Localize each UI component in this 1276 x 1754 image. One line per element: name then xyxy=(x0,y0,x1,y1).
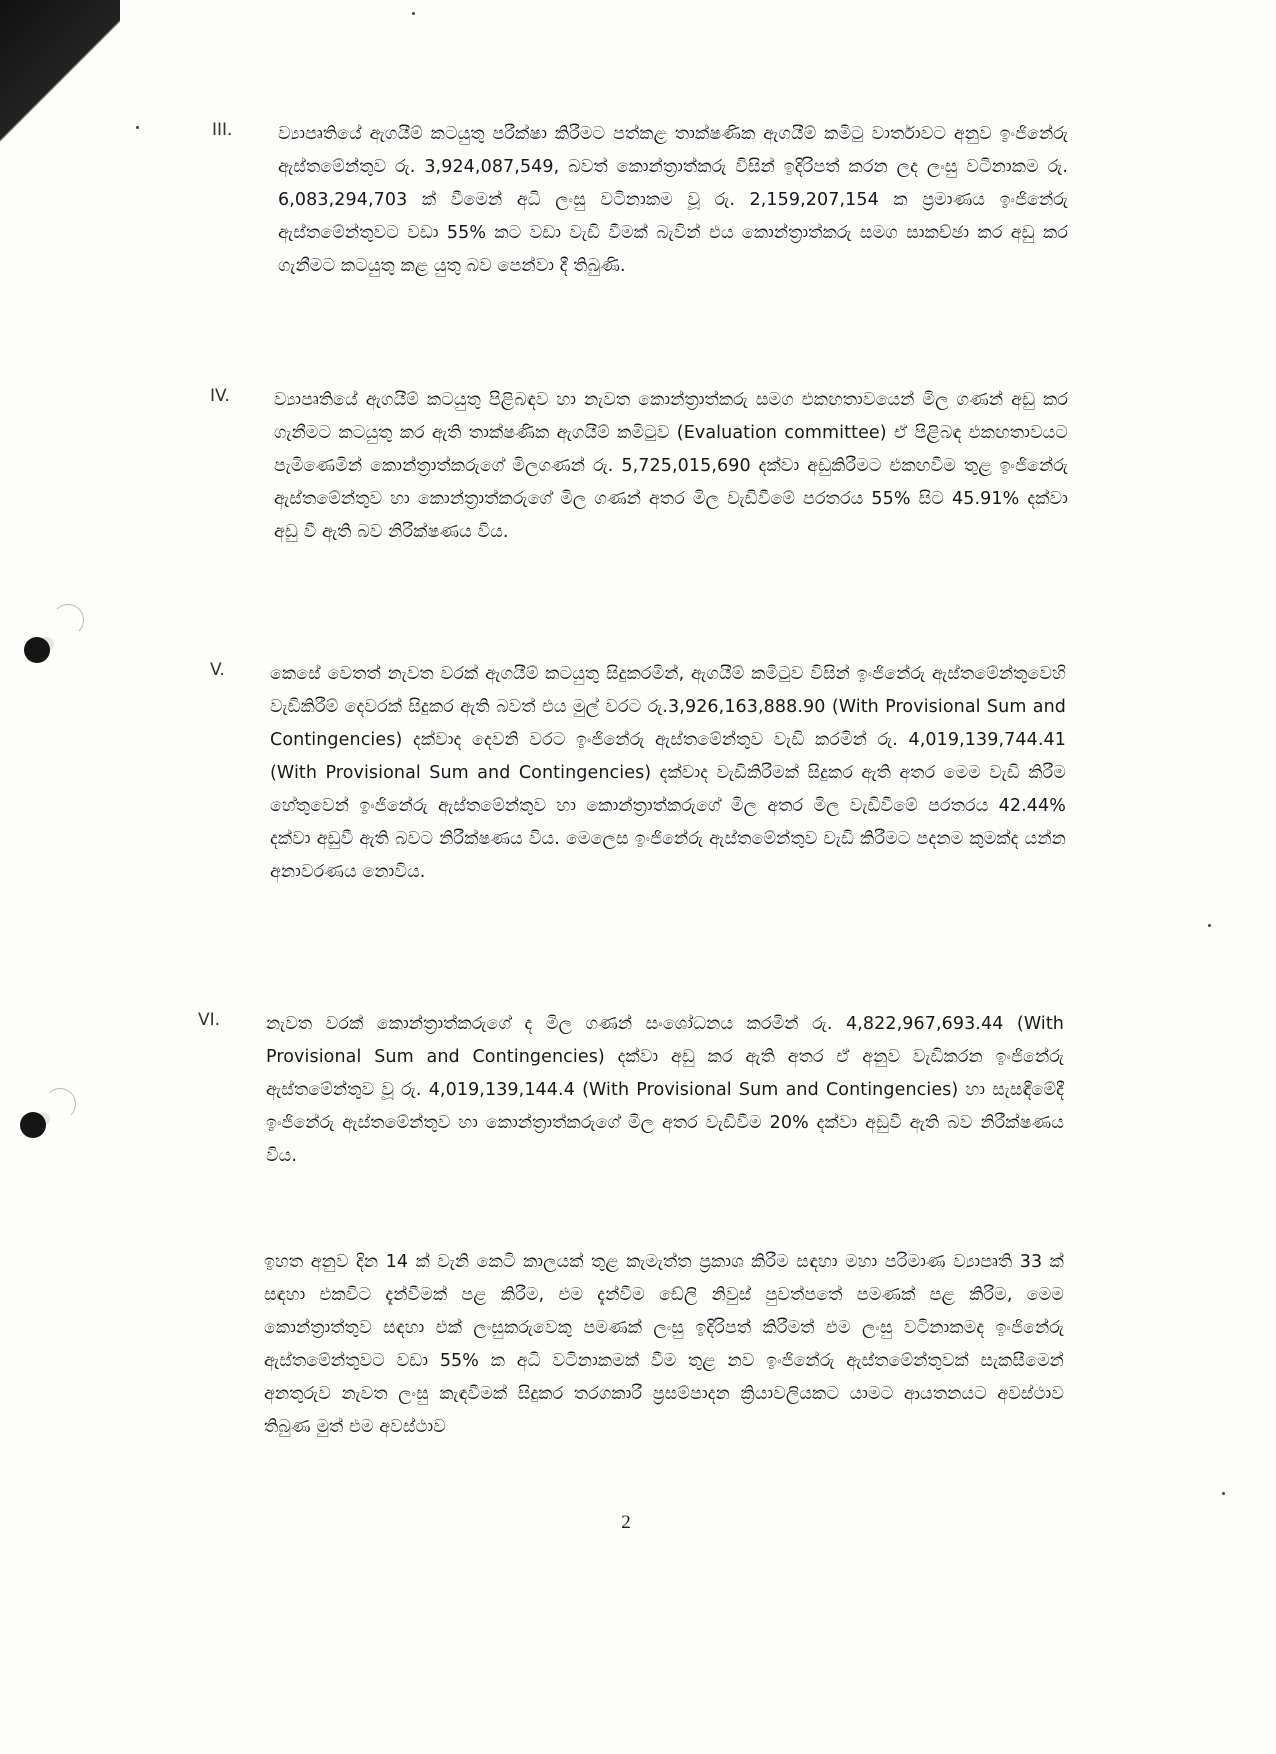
page-number: 2 xyxy=(621,1512,631,1533)
item-paragraph-iv: ව්‍යාපෘතියේ ඇගයීම් කටයුතු පිළිබඳව හා නැවත කොන්ත්‍රාත්කරු සමග එකඟතාවයෙන් මිල ගණන් අඩු කර ගැනීමට කටයුතු කර ඇති තාක්ෂණික ඇගයීම් කමිටුව (Evaluation committee) ඒ පිළිබඳ එකඟතාවයට පැමිණෙමින් කොන්ත්‍රාත්කරුගේ මිලගණන් රු. 5,725,015,690 දක්වා අඩුකිරීමට එකඟවීම තුළ ඉංජිනේරු ඇස්තමේන්තුව හා කොන්ත්‍රාත්කරුගේ මිල ගණන් අතර මිල වැඩිවීමේ පරතරය 55% සිට 45.91% දක්වා අඩු වී ඇති බව නිරීක්ෂණය විය. xyxy=(274,390,1068,542)
punch-hole-ring-top xyxy=(52,604,84,636)
punch-hole-bottom xyxy=(20,1112,46,1138)
item-marker-vi: VI. xyxy=(198,1010,221,1030)
item-paragraph-iii: ව්‍යාපෘතියේ ඇගයීම් කටයුතු පරීක්ෂා කිරීමට පත්කළ තාක්ෂණික ඇගයීම් කමිටු වාර්තාවට අනුව ඉංජිනේරු ඇස්තමේන්තුව රු. 3,924,087,549, බවත් කොන්ත්‍රාත්කරු විසින් ඉදිරිපත් කරන ලද ලංසු වටිනාකම රු. 6,083,294,703 ක් වීමෙන් අධි ලංසු වටිනාකම වූ රු. 2,159,207,154 ක ප්‍රමාණය ඉංජිනේරු ඇස්තමේන්තුවට වඩා 55% කට වඩා වැඩි වීමක් බැවින් එය කොන්ත්‍රාත්කරු සමග සාකච්ඡා කර අඩු කර ගැනීමට කටයුතු කළ යුතු බව පෙන්වා දී තිබුණි. xyxy=(278,124,1068,276)
punch-hole-top xyxy=(24,637,50,663)
scan-speck xyxy=(136,126,139,129)
punch-hole-ring-bottom xyxy=(44,1088,76,1120)
closing-paragraph: ඉහත අනුව දින 14 ක් වැනි කෙටි කාලයක් තුළ කැමැත්ත ප්‍රකාශ කිරීම සඳහා මහා පරිමාණ ව්‍යාපෘති 33 ක් සඳහා එකවිට දැන්වීමක් පළ කිරීම, එම දැන්වීම ඩේලි නිවුස් පුවත්පතේ පමණක් පළ කිරීම, මෙම කොන්ත්‍රාත්තුව සඳහා එක් ලංසුකරුවෙකු පමණක් ලංසු ඉදිරිපත් කිරීමත් එම ලංසු වටිනාකමද ඉංජිනේරු ඇස්තමේන්තුවට වඩා 55% ක අධි වටිනාකමක් වීම තුළ නව ඉංජිනේරු ඇස්තමේන්තුවක් සැකසීමෙන් අනතුරුව නැවත ලංසු කැඳවීමක් සිදුකර තරගකාරී ප්‍රසම්පාදන ක්‍රියාවලියකට යාමට ආයතනයට අවස්ථාව තිබුණ මුත් එම අවස්ථාව xyxy=(264,1252,1064,1437)
scan-speck xyxy=(1208,924,1211,927)
scan-speck xyxy=(412,12,415,15)
item-paragraph-v: කෙසේ වෙතත් නැවත වරක් ඇගයීම් කටයුතු සිදුකරමින්, ඇගයීම් කමිටුව විසින් ඉංජිනේරු ඇස්තමේන්තුවෙහි වැඩිකිරීම් දෙවරක් සිදුකර ඇති බවත් එය මුල් වරට රු.3,926,163,888.90 (With Provisional Sum and Contingencies) දක්වාද දෙවනි වරට ඉංජිනේරු ඇස්තමේන්තුව වැඩි කරමින් රු. 4,019,139,744.41 (With Provisional Sum and Contingencies) දක්වාද වැඩිකිරීමක් සිදුකර ඇති අතර මෙම වැඩි කිරීම හේතුවෙන් ඉංජිනේරු ඇස්තමේන්තුව හා කොන්ත්‍රාත්කරුගේ මිල අතර මිල වැඩිවීමේ පරතරය 42.44% දක්වා අඩුවී ඇති බවට නිරීක්ෂණය විය. මෙලෙස ඉංජිනේරු ඇස්තමේන්තුව වැඩි කිරීමට පදනම කුමක්ද යන්න අනාවරණය නොවිය. xyxy=(270,664,1066,882)
scan-corner-shadow xyxy=(0,0,120,190)
scan-speck xyxy=(1222,1492,1225,1495)
item-marker-iv: IV. xyxy=(210,386,230,406)
item-marker-iii: III. xyxy=(212,120,233,140)
item-marker-v: V. xyxy=(210,660,225,680)
item-paragraph-vi: නැවත වරක් කොන්ත්‍රාත්කරුගේ ද මිල ගණන් සංශෝධනය කරමින් රු. 4,822,967,693.44 (With Provisional Sum and Contingencies) දක්වා අඩු කර ඇති අතර ඒ අනුව වැඩිකරන ඉංජිනේරු ඇස්තමේන්තුව වූ රු. 4,019,139,144.4 (With Provisional Sum and Contingencies) හා සැසඳීමේදී ඉංජිනේරු ඇස්තමේන්තුව හා කොන්ත්‍රාත්කරුගේ මිල අතර වැඩිවීම 20% දක්වා අඩුවී ඇති බව නිරීක්ෂණය විය. xyxy=(266,1014,1064,1166)
